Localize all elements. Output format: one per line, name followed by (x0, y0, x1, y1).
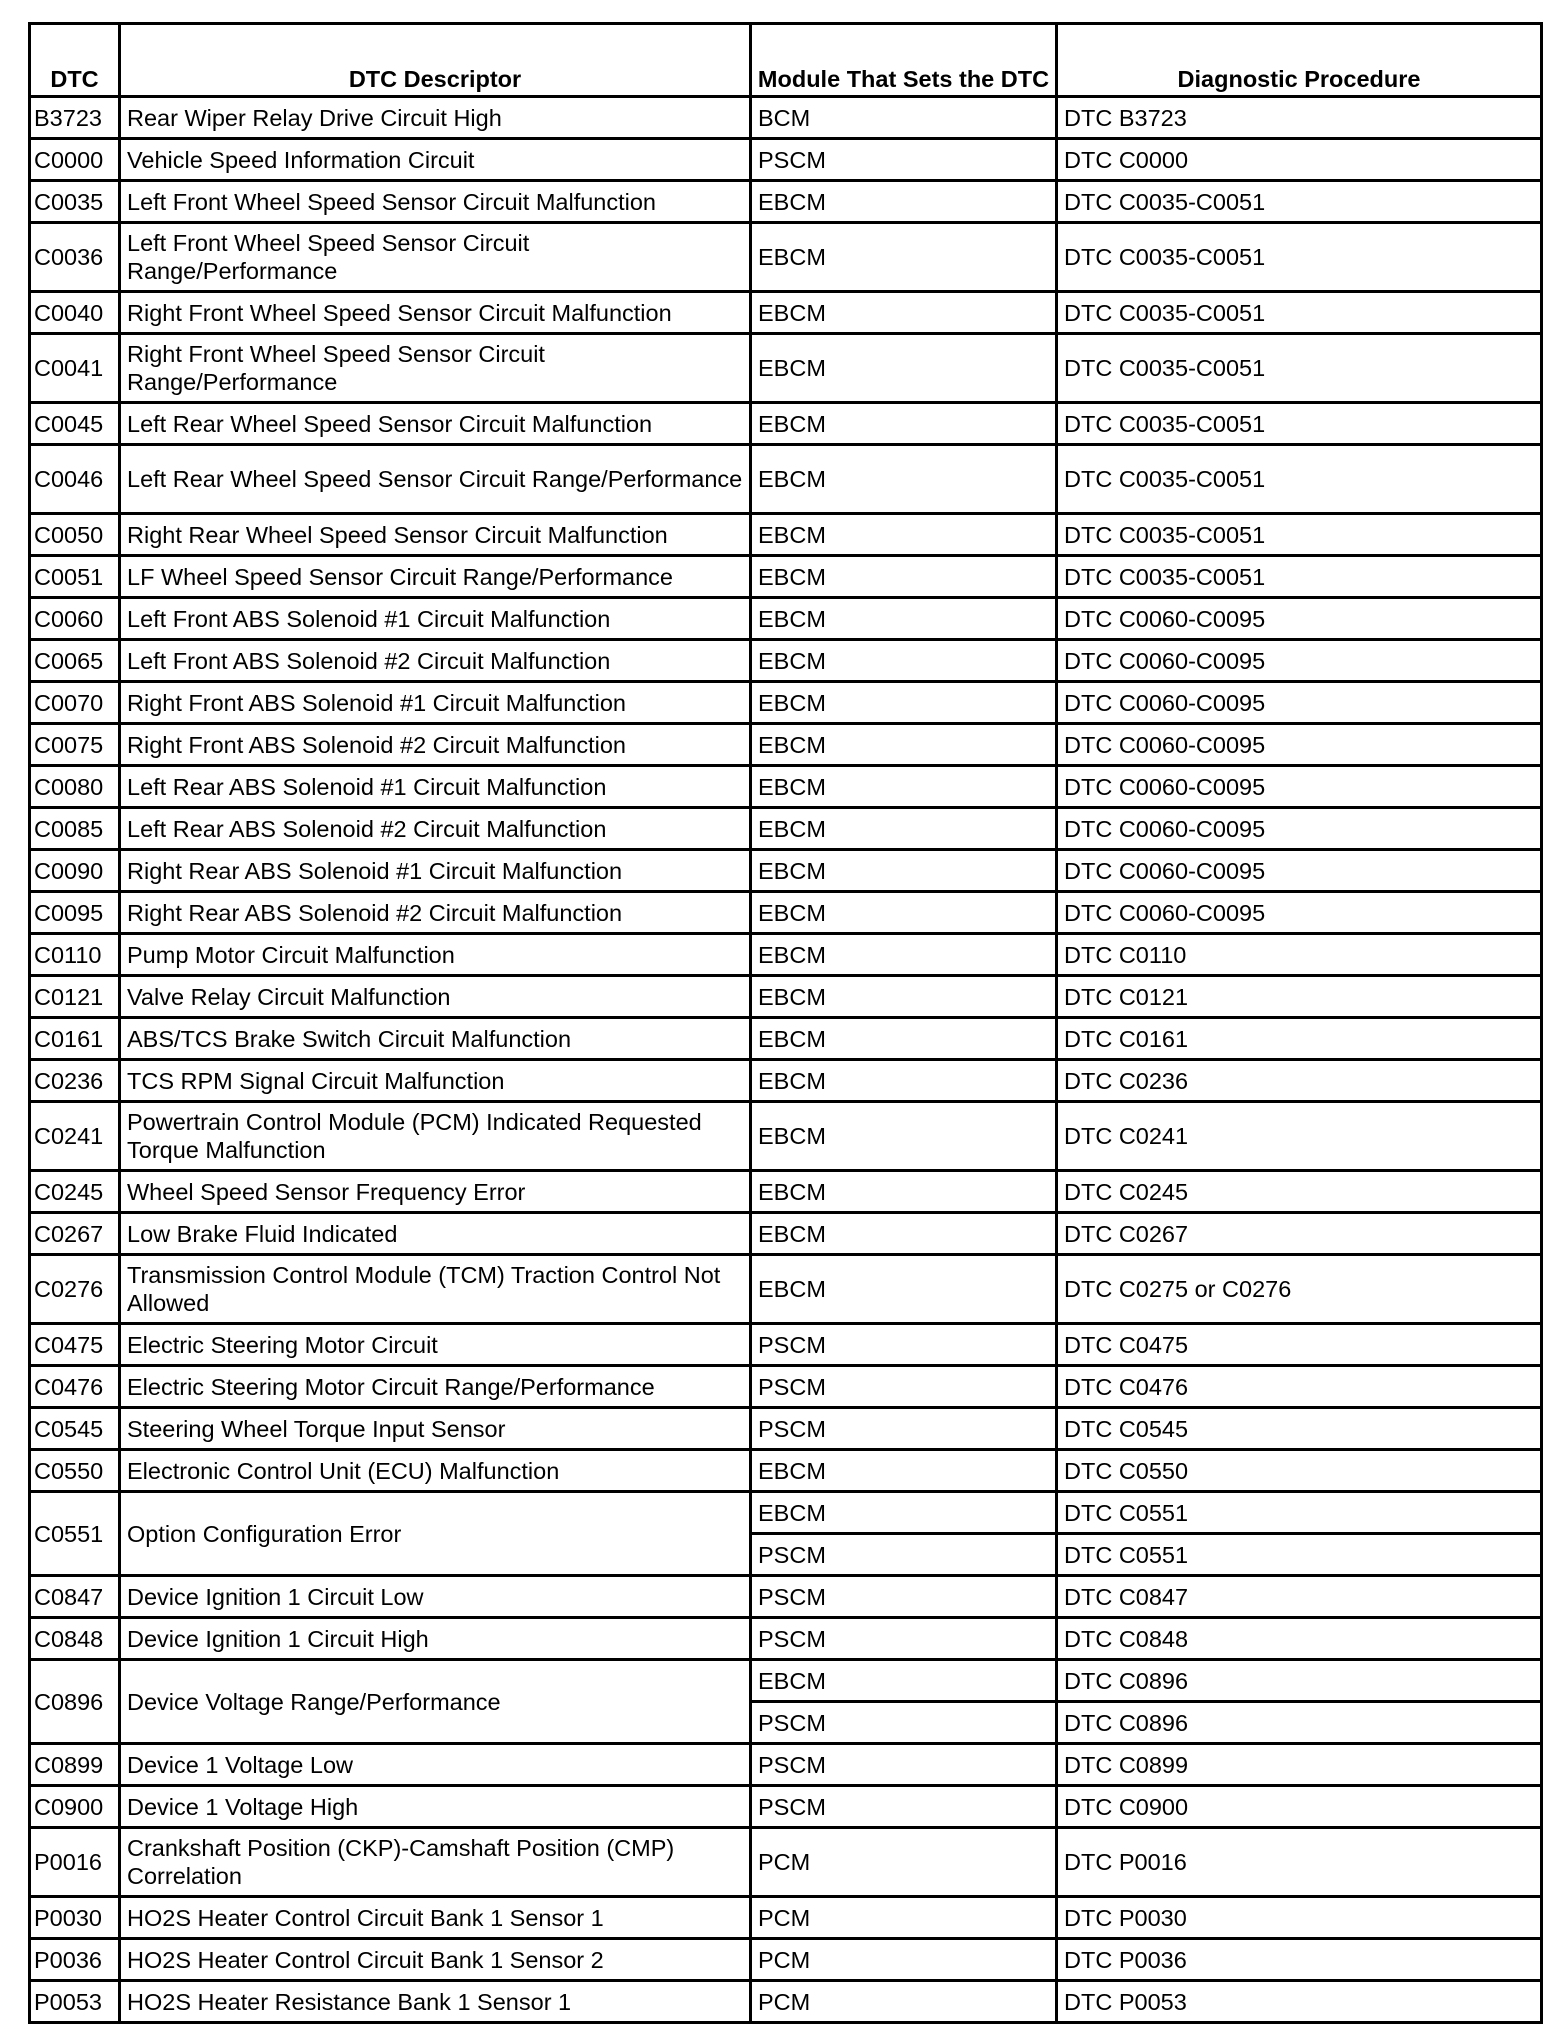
module-cell: PCM (751, 1897, 1057, 1939)
procedure-cell: DTC C0060-C0095 (1057, 850, 1542, 892)
table-row (30, 97, 1542, 139)
dtc-code-cell: C0896 (30, 1660, 120, 1744)
procedure-cell: DTC C0161 (1057, 1018, 1542, 1060)
dtc-descriptor-cell: Left Rear ABS Solenoid #1 Circuit Malfunction (120, 766, 751, 808)
module-cell: PSCM (751, 1534, 1057, 1576)
procedure-cell: DTC C0241 (1057, 1102, 1542, 1171)
dtc-descriptor-cell: Crankshaft Position (CKP)-Camshaft Position (CMP) Correlation (120, 1828, 751, 1897)
dtc-descriptor-cell: Device Voltage Range/Performance (120, 1660, 751, 1744)
header-row (30, 24, 1542, 97)
table-body (30, 97, 1542, 2023)
dtc-descriptor-cell: LF Wheel Speed Sensor Circuit Range/Performance (120, 556, 751, 598)
procedure-cell: DTC C0896 (1057, 1702, 1542, 1744)
module-cell: EBCM (751, 724, 1057, 766)
table-row (30, 403, 1542, 445)
module-cell: EBCM (751, 808, 1057, 850)
procedure-cell: DTC C0035-C0051 (1057, 223, 1542, 292)
table-row (30, 1060, 1542, 1102)
module-cell: EBCM (751, 1660, 1057, 1702)
dtc-code-cell: C0095 (30, 892, 120, 934)
module-cell: EBCM (751, 1171, 1057, 1213)
module-cell: EBCM (751, 514, 1057, 556)
table-row (30, 1102, 1542, 1171)
module-cell: EBCM (751, 1492, 1057, 1534)
procedure-cell: DTC C0060-C0095 (1057, 682, 1542, 724)
table-row (30, 892, 1542, 934)
module-cell: EBCM (751, 292, 1057, 334)
table-row (30, 682, 1542, 724)
module-cell: PSCM (751, 139, 1057, 181)
table-row (30, 1324, 1542, 1366)
procedure-cell: DTC C0035-C0051 (1057, 403, 1542, 445)
table-row (30, 514, 1542, 556)
procedure-cell: DTC C0060-C0095 (1057, 892, 1542, 934)
dtc-code-cell: C0475 (30, 1324, 120, 1366)
table-row (30, 1786, 1542, 1828)
procedure-cell: DTC C0110 (1057, 934, 1542, 976)
module-cell: PSCM (751, 1618, 1057, 1660)
dtc-descriptor-cell: Rear Wiper Relay Drive Circuit High (120, 97, 751, 139)
procedure-cell: DTC P0030 (1057, 1897, 1542, 1939)
dtc-code-cell: C0161 (30, 1018, 120, 1060)
dtc-code-cell: C0051 (30, 556, 120, 598)
procedure-cell: DTC C0236 (1057, 1060, 1542, 1102)
procedure-cell: DTC B3723 (1057, 97, 1542, 139)
module-cell: PCM (751, 1981, 1057, 2023)
procedure-cell: DTC P0053 (1057, 1981, 1542, 2023)
dtc-table-container (28, 22, 1540, 2024)
table-row (30, 223, 1542, 292)
table-row (30, 850, 1542, 892)
procedure-cell: DTC C0545 (1057, 1408, 1542, 1450)
dtc-code-cell: C0245 (30, 1171, 120, 1213)
dtc-descriptor-cell: Device 1 Voltage Low (120, 1744, 751, 1786)
module-cell: EBCM (751, 223, 1057, 292)
dtc-code-cell: C0550 (30, 1450, 120, 1492)
dtc-code-cell: C0121 (30, 976, 120, 1018)
dtc-descriptor-cell: Right Rear Wheel Speed Sensor Circuit Malfunction (120, 514, 751, 556)
procedure-cell: DTC C0060-C0095 (1057, 640, 1542, 682)
table-row (30, 1744, 1542, 1786)
module-cell: EBCM (751, 1450, 1057, 1492)
dtc-descriptor-cell: Left Front Wheel Speed Sensor Circuit Range/Performance (120, 223, 751, 292)
module-cell: BCM (751, 97, 1057, 139)
dtc-code-cell: P0016 (30, 1828, 120, 1897)
dtc-code-cell: C0046 (30, 445, 120, 514)
dtc-code-cell: P0053 (30, 1981, 120, 2023)
table-row (30, 1576, 1542, 1618)
dtc-table (28, 22, 1543, 2024)
module-cell: PSCM (751, 1408, 1057, 1450)
dtc-code-cell: C0075 (30, 724, 120, 766)
table-row (30, 181, 1542, 223)
module-cell: PSCM (751, 1324, 1057, 1366)
dtc-code-cell: C0848 (30, 1618, 120, 1660)
table-header (30, 24, 1542, 97)
table-row (30, 1366, 1542, 1408)
table-row (30, 976, 1542, 1018)
table-row (30, 724, 1542, 766)
table-row (30, 1828, 1542, 1897)
dtc-descriptor-cell: HO2S Heater Resistance Bank 1 Sensor 1 (120, 1981, 751, 2023)
dtc-descriptor-cell: Wheel Speed Sensor Frequency Error (120, 1171, 751, 1213)
dtc-code-cell: C0900 (30, 1786, 120, 1828)
dtc-descriptor-cell: Device 1 Voltage High (120, 1786, 751, 1828)
procedure-cell: DTC C0899 (1057, 1744, 1542, 1786)
module-cell: EBCM (751, 850, 1057, 892)
dtc-code-cell: C0080 (30, 766, 120, 808)
procedure-cell: DTC C0267 (1057, 1213, 1542, 1255)
procedure-cell: DTC C0060-C0095 (1057, 724, 1542, 766)
procedure-cell: DTC C0848 (1057, 1618, 1542, 1660)
dtc-descriptor-cell: Right Front Wheel Speed Sensor Circuit Range/Performance (120, 334, 751, 403)
module-cell: EBCM (751, 445, 1057, 514)
dtc-descriptor-cell: Left Front ABS Solenoid #1 Circuit Malfunction (120, 598, 751, 640)
dtc-descriptor-cell: Low Brake Fluid Indicated (120, 1213, 751, 1255)
dtc-code-cell: C0241 (30, 1102, 120, 1171)
table-row (30, 598, 1542, 640)
procedure-cell: DTC C0035-C0051 (1057, 292, 1542, 334)
dtc-code-cell: C0551 (30, 1492, 120, 1576)
procedure-cell: DTC C0550 (1057, 1450, 1542, 1492)
module-cell: EBCM (751, 934, 1057, 976)
procedure-cell: DTC P0016 (1057, 1828, 1542, 1897)
dtc-code-cell: C0041 (30, 334, 120, 403)
dtc-descriptor-cell: TCS RPM Signal Circuit Malfunction (120, 1060, 751, 1102)
procedure-cell: DTC C0900 (1057, 1786, 1542, 1828)
dtc-descriptor-cell: HO2S Heater Control Circuit Bank 1 Sensor 2 (120, 1939, 751, 1981)
module-cell: EBCM (751, 334, 1057, 403)
procedure-cell: DTC C0060-C0095 (1057, 598, 1542, 640)
table-row (30, 1408, 1542, 1450)
procedure-cell: DTC C0035-C0051 (1057, 181, 1542, 223)
dtc-descriptor-cell: Left Front ABS Solenoid #2 Circuit Malfunction (120, 640, 751, 682)
procedure-cell: DTC P0036 (1057, 1939, 1542, 1981)
dtc-code-cell: C0476 (30, 1366, 120, 1408)
module-cell: PSCM (751, 1576, 1057, 1618)
table-row (30, 1939, 1542, 1981)
table-row (30, 1618, 1542, 1660)
module-cell: PCM (751, 1939, 1057, 1981)
table-row (30, 334, 1542, 403)
procedure-cell: DTC C0121 (1057, 976, 1542, 1018)
dtc-code-cell: C0267 (30, 1213, 120, 1255)
dtc-code-cell: C0070 (30, 682, 120, 724)
procedure-cell: DTC C0551 (1057, 1534, 1542, 1576)
table-row (30, 766, 1542, 808)
dtc-descriptor-cell: Pump Motor Circuit Malfunction (120, 934, 751, 976)
dtc-descriptor-cell: Vehicle Speed Information Circuit (120, 139, 751, 181)
dtc-code-cell: C0545 (30, 1408, 120, 1450)
procedure-cell: DTC C0245 (1057, 1171, 1542, 1213)
dtc-code-cell: C0847 (30, 1576, 120, 1618)
table-row (30, 934, 1542, 976)
procedure-cell: DTC C0896 (1057, 1660, 1542, 1702)
dtc-descriptor-cell: Powertrain Control Module (PCM) Indicated Requested Torque Malfunction (120, 1102, 751, 1171)
dtc-descriptor-cell: Left Rear Wheel Speed Sensor Circuit Malfunction (120, 403, 751, 445)
dtc-descriptor-cell: Transmission Control Module (TCM) Traction Control Not Allowed (120, 1255, 751, 1324)
procedure-cell: DTC C0060-C0095 (1057, 766, 1542, 808)
dtc-descriptor-cell: Electric Steering Motor Circuit Range/Performance (120, 1366, 751, 1408)
dtc-code-cell: C0000 (30, 139, 120, 181)
module-cell: EBCM (751, 181, 1057, 223)
dtc-code-cell: C0035 (30, 181, 120, 223)
dtc-descriptor-cell: Device Ignition 1 Circuit High (120, 1618, 751, 1660)
table-row (30, 556, 1542, 598)
module-cell: EBCM (751, 682, 1057, 724)
module-cell: PSCM (751, 1702, 1057, 1744)
procedure-cell: DTC C0475 (1057, 1324, 1542, 1366)
dtc-descriptor-cell: Right Front ABS Solenoid #2 Circuit Malfunction (120, 724, 751, 766)
dtc-code-cell: C0040 (30, 292, 120, 334)
module-cell: PSCM (751, 1366, 1057, 1408)
module-cell: PSCM (751, 1786, 1057, 1828)
procedure-cell: DTC C0035-C0051 (1057, 514, 1542, 556)
module-cell: EBCM (751, 640, 1057, 682)
dtc-code-cell: C0060 (30, 598, 120, 640)
dtc-code-cell: C0276 (30, 1255, 120, 1324)
dtc-descriptor-cell: Right Rear ABS Solenoid #1 Circuit Malfunction (120, 850, 751, 892)
dtc-descriptor-cell: Electric Steering Motor Circuit (120, 1324, 751, 1366)
module-cell: EBCM (751, 766, 1057, 808)
dtc-descriptor-cell: Device Ignition 1 Circuit Low (120, 1576, 751, 1618)
table-row (30, 808, 1542, 850)
module-cell: EBCM (751, 556, 1057, 598)
dtc-descriptor-cell: Right Front Wheel Speed Sensor Circuit Malfunction (120, 292, 751, 334)
table-row (30, 445, 1542, 514)
procedure-cell: DTC C0476 (1057, 1366, 1542, 1408)
dtc-descriptor-cell: Electronic Control Unit (ECU) Malfunction (120, 1450, 751, 1492)
procedure-cell: DTC C0551 (1057, 1492, 1542, 1534)
procedure-cell: DTC C0035-C0051 (1057, 556, 1542, 598)
module-cell: EBCM (751, 598, 1057, 640)
module-cell: PSCM (751, 1744, 1057, 1786)
dtc-code-cell: P0036 (30, 1939, 120, 1981)
dtc-descriptor-cell: Steering Wheel Torque Input Sensor (120, 1408, 751, 1450)
module-cell: EBCM (751, 403, 1057, 445)
procedure-cell: DTC C0035-C0051 (1057, 445, 1542, 514)
dtc-descriptor-cell: Left Rear Wheel Speed Sensor Circuit Range/Performance (120, 445, 751, 514)
dtc-descriptor-cell: Right Rear ABS Solenoid #2 Circuit Malfunction (120, 892, 751, 934)
table-row (30, 1492, 1542, 1534)
dtc-descriptor-cell: HO2S Heater Control Circuit Bank 1 Sensor 1 (120, 1897, 751, 1939)
header-procedure: Diagnostic Procedure (1057, 24, 1542, 97)
module-cell: EBCM (751, 1018, 1057, 1060)
dtc-descriptor-cell: Left Rear ABS Solenoid #2 Circuit Malfunction (120, 808, 751, 850)
dtc-code-cell: C0065 (30, 640, 120, 682)
module-cell: EBCM (751, 976, 1057, 1018)
module-cell: PCM (751, 1828, 1057, 1897)
table-row (30, 1897, 1542, 1939)
dtc-descriptor-cell: Valve Relay Circuit Malfunction (120, 976, 751, 1018)
dtc-code-cell: C0036 (30, 223, 120, 292)
dtc-code-cell: C0050 (30, 514, 120, 556)
dtc-code-cell: C0045 (30, 403, 120, 445)
table-row (30, 139, 1542, 181)
procedure-cell: DTC C0035-C0051 (1057, 334, 1542, 403)
dtc-code-cell: C0110 (30, 934, 120, 976)
module-cell: EBCM (751, 1255, 1057, 1324)
module-cell: EBCM (751, 892, 1057, 934)
header-descriptor: DTC Descriptor (120, 24, 751, 97)
dtc-descriptor-cell: Right Front ABS Solenoid #1 Circuit Malfunction (120, 682, 751, 724)
dtc-code-cell: C0899 (30, 1744, 120, 1786)
procedure-cell: DTC C0275 or C0276 (1057, 1255, 1542, 1324)
module-cell: EBCM (751, 1213, 1057, 1255)
dtc-code-cell: C0236 (30, 1060, 120, 1102)
module-cell: EBCM (751, 1060, 1057, 1102)
table-row (30, 1171, 1542, 1213)
dtc-descriptor-cell: Left Front Wheel Speed Sensor Circuit Malfunction (120, 181, 751, 223)
procedure-cell: DTC C0000 (1057, 139, 1542, 181)
table-row (30, 292, 1542, 334)
dtc-code-cell: B3723 (30, 97, 120, 139)
table-row (30, 1213, 1542, 1255)
dtc-code-cell: P0030 (30, 1897, 120, 1939)
table-row (30, 1450, 1542, 1492)
header-dtc: DTC (30, 24, 120, 97)
table-row (30, 640, 1542, 682)
header-module: Module That Sets the DTC (751, 24, 1057, 97)
dtc-code-cell: C0085 (30, 808, 120, 850)
table-row (30, 1255, 1542, 1324)
table-row (30, 1660, 1542, 1702)
table-row (30, 1981, 1542, 2023)
dtc-descriptor-cell: Option Configuration Error (120, 1492, 751, 1576)
table-row (30, 1018, 1542, 1060)
module-cell: EBCM (751, 1102, 1057, 1171)
dtc-code-cell: C0090 (30, 850, 120, 892)
procedure-cell: DTC C0847 (1057, 1576, 1542, 1618)
procedure-cell: DTC C0060-C0095 (1057, 808, 1542, 850)
dtc-descriptor-cell: ABS/TCS Brake Switch Circuit Malfunction (120, 1018, 751, 1060)
